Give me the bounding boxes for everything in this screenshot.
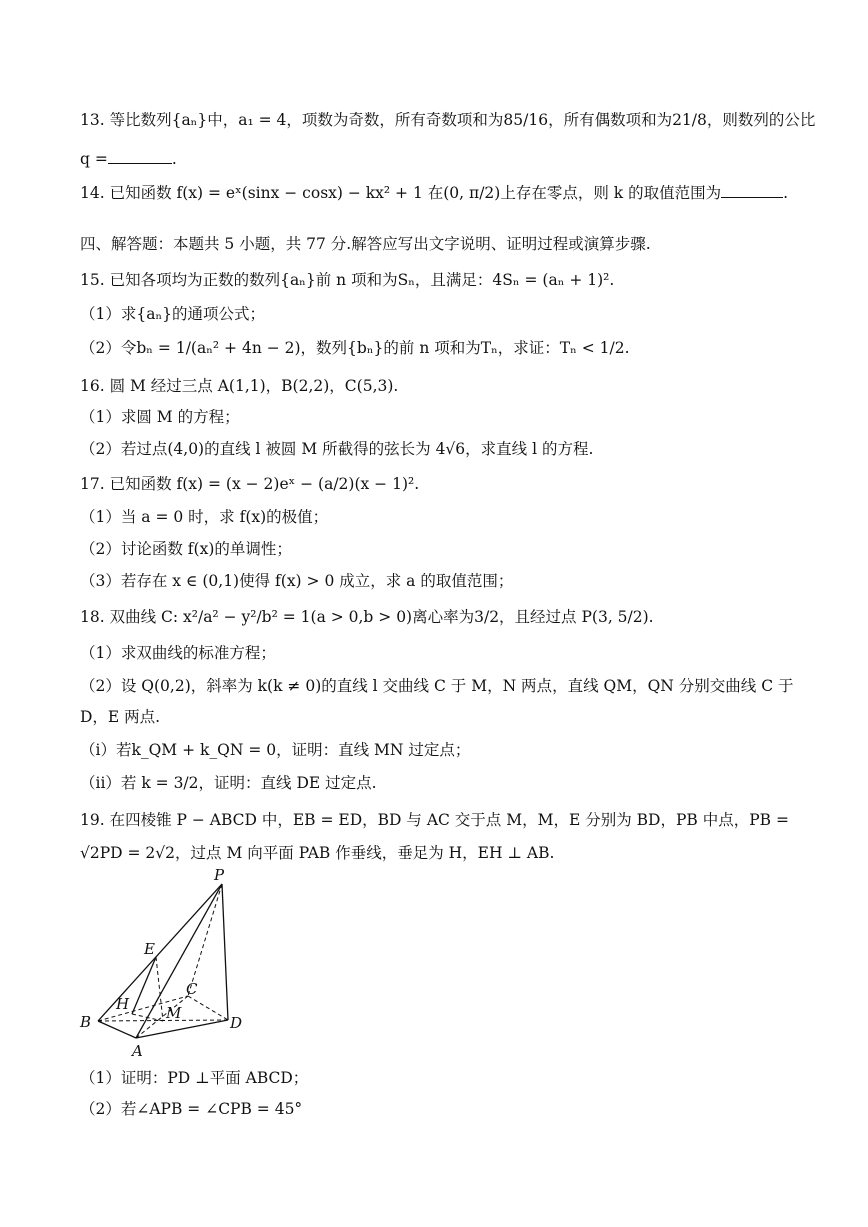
problem-18-q1: （1）求双曲线的标准方程；: [80, 644, 276, 662]
label-A: A: [132, 1042, 143, 1060]
problem-17-q1: （1）当 a = 0 时，求 f(x)的极值；: [80, 508, 329, 526]
problem-18-q2-line2: D，E 两点.: [80, 708, 161, 726]
problem-19-line1: 19. 在四棱锥 P − ABCD 中，EB = ED，BD 与 AC 交于点 M，M，E 分别为 BD，PB 中点，PB =: [80, 811, 789, 829]
problem-13-line2: [80, 147, 177, 171]
problem-16-q1: （1）求圆 M 的方程；: [80, 408, 240, 426]
problem-13-line1: 13. 等比数列{aₙ}中，a₁ = 4，项数为奇数，所有奇数项和为85/16，所有偶数项和为21/8，则数列的公比: [80, 111, 816, 129]
problem-13-q-label: q =: [80, 150, 108, 168]
edge-PD: [222, 884, 228, 1020]
label-B: B: [80, 1013, 92, 1031]
label-M: M: [166, 1004, 182, 1022]
segment-EM-hidden: [156, 957, 163, 1021]
label-P: P: [214, 866, 225, 884]
problem-14: [80, 181, 788, 205]
label-D: D: [230, 1014, 243, 1032]
problem-18-stem: 18. 双曲线 C: x²/a² − y²/b² = 1(a > 0,b > 0)离心率为3/2，且经过点 P(3, 5/2).: [80, 608, 654, 626]
problem-18-qii: （ii）若 k = 3/2，证明：直线 DE 过定点.: [80, 774, 377, 792]
problem-13-period: .: [171, 150, 177, 168]
problem-19-q2: （2）若∠APB = ∠CPB = 45°: [80, 1100, 303, 1118]
problem-19-line2: √2PD = 2√2，过点 M 向平面 PAB 作垂线，垂足为 H，EH ⊥ AB.: [80, 844, 555, 862]
problem-15-stem: 15. 已知各项均为正数的数列{aₙ}前 n 项和为Sₙ，且满足：4Sₙ = (aₙ + 1)².: [80, 271, 615, 289]
problem-17-q3: （3）若存在 x ∈ (0,1)使得 f(x) > 0 成立，求 a 的取值范围；: [80, 572, 514, 590]
section-4-header: 四、解答题：本题共 5 小题，共 77 分.解答应写出文字说明、证明过程或演算步骤.: [80, 235, 651, 253]
problem-18-qi: （i）若k_QM + k_QN = 0，证明：直线 MN 过定点；: [80, 741, 471, 759]
problem-17-stem: 17. 已知函数 f(x) = (x − 2)eˣ − (a/2)(x − 1)².: [80, 475, 420, 493]
problem-17-q2: （2）讨论函数 f(x)的单调性；: [80, 540, 292, 558]
label-C: C: [186, 980, 198, 998]
problem-14-period: .: [783, 184, 789, 202]
edge-BA: [98, 1021, 136, 1038]
problem-14-text: 14. 已知函数 f(x) = eˣ(sinx − cosx) − kx² + 1 在(0, π/2)上存在零点，则 k 的取值范围为: [80, 184, 722, 202]
problem-15-q2: （2）令bₙ = 1/(aₙ² + 4n − 2)，数列{bₙ}的前 n 项和为Tₙ，求证：Tₙ < 1/2.: [80, 339, 630, 357]
problem-16-stem: 16. 圆 M 经过三点 A(1,1)，B(2,2)，C(5,3).: [80, 377, 399, 395]
label-E: E: [144, 940, 155, 958]
problem-19-q1: （1）证明：PD ⊥平面 ABCD；: [80, 1069, 309, 1087]
pyramid-diagram: [76, 866, 276, 1062]
problem-18-q2-line1: （2）设 Q(0,2)，斜率为 k(k ≠ 0)的直线 l 交曲线 C 于 M，N 两点，直线 QM，QN 分别交曲线 C 于: [80, 677, 794, 695]
edge-AD: [136, 1020, 228, 1038]
problem-15-q1: （1）求{aₙ}的通项公式；: [80, 305, 266, 323]
edge-CD-hidden: [188, 996, 228, 1020]
pyramid-figure: [76, 866, 276, 1062]
problem-16-q2: （2）若过点(4,0)的直线 l 被圆 M 所截得的弦长为 4√6，求直线 l 的方程.: [80, 440, 594, 458]
answer-blank-14: [721, 183, 783, 198]
label-H: H: [116, 995, 130, 1013]
answer-blank-13: [108, 149, 172, 164]
